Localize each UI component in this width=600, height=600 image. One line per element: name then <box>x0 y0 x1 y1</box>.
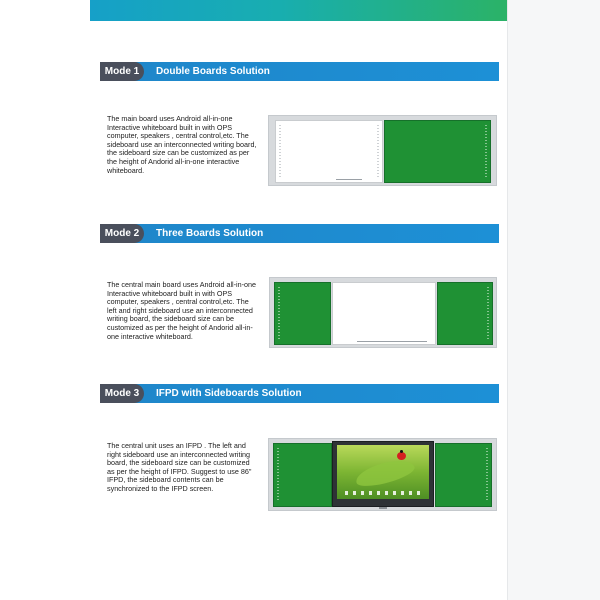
mode-3-description <box>107 442 259 494</box>
sideboard-scale <box>486 448 488 502</box>
whiteboard-toolbar <box>357 341 427 342</box>
mode-1-tag: Mode 1 <box>100 62 144 81</box>
mode-2-header <box>100 224 499 243</box>
ladybug-icon <box>397 452 406 460</box>
top-banner <box>90 0 507 21</box>
mode-1-header <box>100 62 499 81</box>
mode-1-illustration <box>268 115 497 186</box>
mode-1-description-text: The main board uses Android all-in-one Interactive whiteboard built in with OPS computer, speakers , central control,etc. The sideboard use an interconnected writing board, the sideboard size can be customized as per the height of Andorid all-in-one interactive whiteboard. <box>107 114 257 175</box>
whiteboard-toolbar <box>336 179 362 180</box>
mode-3-description-text: The central unit uses an IFPD . The left and right sideboard use an interconnected writing board, the sideboard size can be customized as per the height of IFPD. Suggest to use 86" IFPD, the sideboard contents can be synchronized to the IFPD screen. <box>107 441 252 493</box>
mode-1-whiteboard <box>275 120 383 183</box>
mode-3-header <box>100 384 499 403</box>
page-right-margin <box>507 0 600 600</box>
mode-1-title: Double Boards Solution <box>156 66 270 77</box>
mode-2-left-sideboard <box>274 282 331 345</box>
mode-3-illustration <box>268 438 497 511</box>
mode-3-left-sideboard <box>273 443 332 507</box>
mode-2-whiteboard <box>332 282 436 345</box>
sideboard-scale <box>487 287 489 340</box>
mode-2-description-text: The central main board uses Android all-in-one Interactive whiteboard built in with OPS computer, speakers , central control,etc. The left and right sideboard use an interconnected writing board, the sideboard size can be customized as per the height of Andorid all-in-one interactive whiteboard. <box>107 280 257 341</box>
mode-2-description <box>107 281 259 341</box>
sideboard-scale <box>485 125 487 178</box>
whiteboard-right-scale <box>377 125 379 178</box>
mode-2-illustration <box>269 277 497 348</box>
ifpd-app-dock <box>345 491 421 495</box>
mode-3-ifpd-display <box>332 441 434 507</box>
mode-1-green-sideboard <box>384 120 491 183</box>
whiteboard-left-scale <box>279 125 281 178</box>
mode-2-title: Three Boards Solution <box>156 228 264 239</box>
mode-3-right-sideboard <box>435 443 492 507</box>
sideboard-scale <box>277 448 279 502</box>
mode-2-right-sideboard <box>437 282 493 345</box>
mode-1-description <box>107 115 259 175</box>
sideboard-scale <box>278 287 280 340</box>
mode-3-tag: Mode 3 <box>100 384 144 403</box>
mode-3-title: IFPD with Sideboards Solution <box>156 388 302 399</box>
leaf-wallpaper <box>353 456 416 491</box>
ifpd-screen <box>337 445 429 499</box>
ifpd-stand <box>379 507 387 509</box>
mode-2-tag: Mode 2 <box>100 224 144 243</box>
